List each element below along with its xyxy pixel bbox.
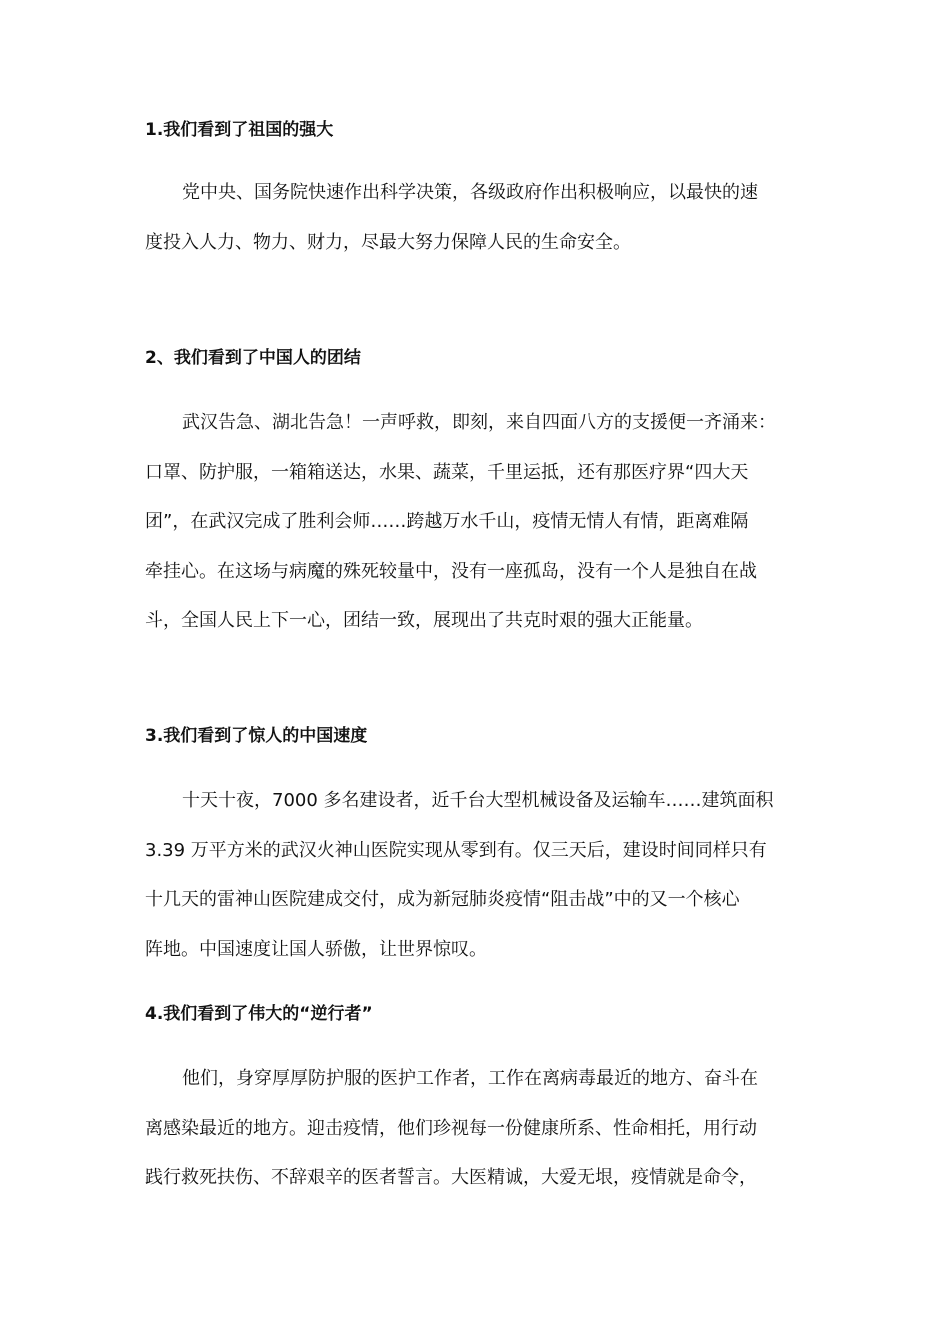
section-heading-3: 3.我们看到了惊人的中国速度 [145, 726, 368, 746]
paragraph-line: 党中央、国务院快速作出科学决策，各级政府作出积极响应，以最快的速 [182, 182, 758, 203]
paragraph-line: 团”，在武汉完成了胜利会师……跨越万水千山，疫情无情人有情，距离难隔 [145, 511, 749, 532]
paragraph-line: 阵地。中国速度让国人骄傲，让世界惊叹。 [145, 938, 487, 960]
section-heading-2: 2、我们看到了中国人的团结 [145, 348, 361, 368]
paragraph-line: 他们，身穿厚厚防护服的医护工作者，工作在离病毒最近的地方、奋斗在 [182, 1068, 758, 1089]
section-heading-1: 1.我们看到了祖国的强大 [145, 120, 334, 140]
paragraph-line: 度投入人力、物力、财力，尽最大努力保障人民的生命安全。 [145, 231, 631, 253]
paragraph-line: 离感染最近的地方。迎击疫情，他们珍视每一份健康所系、性命相托，用行动 [145, 1117, 757, 1139]
paragraph-line: 牵挂心。在这场与病魔的殊死较量中，没有一座孤岛，没有一个人是独自在战 [145, 560, 757, 582]
section-paragraph-3 [145, 776, 825, 974]
section-heading-4: 4.我们看到了伟大的“逆行者” [145, 1004, 373, 1024]
paragraph-line: 斗，全国人民上下一心，团结一致，展现出了共克时艰的强大正能量。 [145, 610, 703, 631]
paragraph-line: 践行救死扶伤、不辞艰辛的医者誓言。大医精诚，大爱无垠，疫情就是命令， [145, 1167, 757, 1188]
paragraph-line: 武汉告急、湖北告急！一声呼救，即刻，来自四面八方的支援便一齐涌来： [182, 412, 776, 433]
paragraph-line: 3.39 万平方米的武汉火神山医院实现从零到有。仅三天后，建设时间同样只有 [145, 839, 767, 861]
paragraph-line: 十天十夜，7000 多名建设者，近千台大型机械设备及运输车……建筑面积 [182, 790, 774, 811]
paragraph-line: 口罩、防护服，一箱箱送达，水果、蔬菜，千里运抵，还有那医疗界“四大天 [145, 461, 749, 483]
section-paragraph-2 [145, 398, 825, 646]
paragraph-line: 十几天的雷神山医院建成交付，成为新冠肺炎疫情“阻击战”中的又一个核心 [145, 889, 740, 910]
section-paragraph-4 [145, 1054, 825, 1203]
section-paragraph-1 [145, 168, 825, 267]
